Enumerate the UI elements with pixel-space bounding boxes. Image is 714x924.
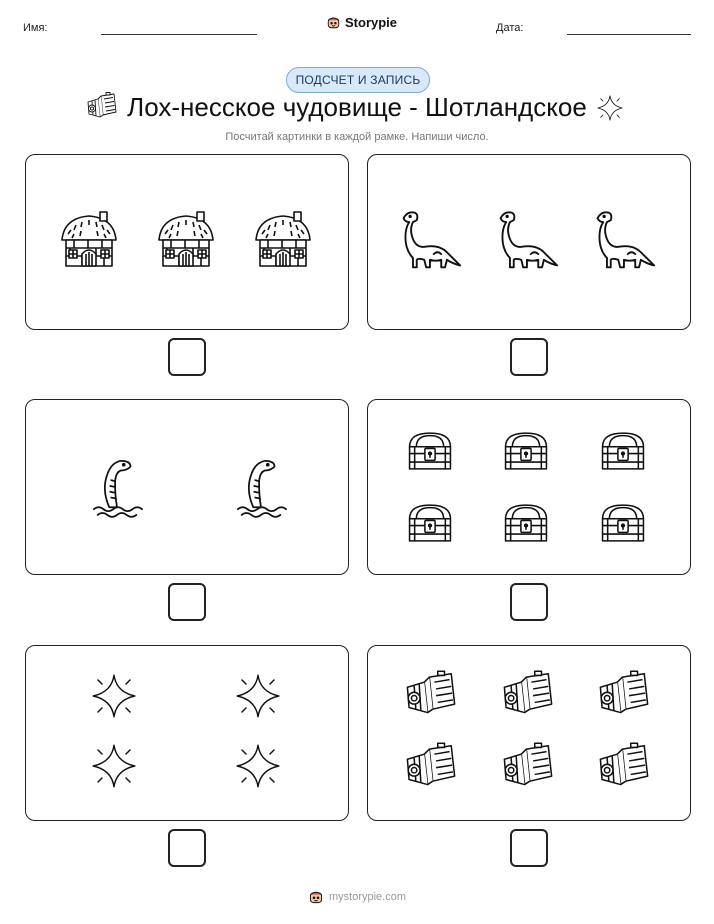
answer-box-sparkles[interactable] <box>168 829 206 867</box>
treasure-chest-icon <box>500 428 552 474</box>
sparkle-icon <box>90 742 138 790</box>
treasure-chest-icon <box>597 500 649 546</box>
dinosaur-icon <box>396 206 462 274</box>
sparkle-icon <box>596 94 624 122</box>
vintage-camera-icon <box>501 670 555 718</box>
answer-box-cottages[interactable] <box>168 338 206 376</box>
treasure-chest-icon <box>404 500 456 546</box>
answer-box-chests[interactable] <box>510 583 548 621</box>
counting-panel-sparkles <box>25 645 349 821</box>
date-label: Дата: <box>496 22 524 34</box>
vintage-camera-icon <box>404 670 458 718</box>
loch-ness-monster-icon <box>88 450 146 520</box>
answer-box-dinosaurs[interactable] <box>510 338 548 376</box>
brand-name: Storypie <box>345 15 398 30</box>
brand-logo <box>326 15 397 30</box>
vintage-camera-icon <box>404 742 458 790</box>
counting-panel-nessie <box>25 399 349 575</box>
name-label: Имя: <box>23 22 48 34</box>
storypie-logo-icon <box>308 889 324 905</box>
footer-site[interactable]: mystorypie.com <box>328 891 407 903</box>
category-badge: ПОДСЧЕТ И ЗАПИСЬ <box>286 67 430 93</box>
treasure-chest-icon <box>500 500 552 546</box>
dinosaur-icon <box>590 206 656 274</box>
loch-ness-monster-icon <box>232 450 290 520</box>
sparkle-icon <box>90 672 138 720</box>
answer-box-cameras[interactable] <box>510 829 548 867</box>
date-line[interactable] <box>567 34 691 35</box>
counting-panel-chests <box>367 399 691 575</box>
name-line[interactable] <box>101 34 257 35</box>
instructions: Посчитай картинки в каждой рамке. Напиши число. <box>225 131 489 143</box>
page-title: Лох-несское чудовище - Шотландское <box>127 92 587 122</box>
cottage-icon <box>248 210 318 270</box>
treasure-chest-icon <box>597 428 649 474</box>
footer <box>0 889 714 905</box>
sparkle-icon <box>234 742 282 790</box>
vintage-camera-icon <box>597 670 651 718</box>
cottage-icon <box>54 210 124 270</box>
dinosaur-icon <box>493 206 559 274</box>
cottage-icon <box>151 210 221 270</box>
vintage-camera-icon <box>597 742 651 790</box>
storypie-logo-icon <box>326 15 341 30</box>
vintage-camera-icon <box>501 742 555 790</box>
treasure-chest-icon <box>404 428 456 474</box>
answer-box-nessie[interactable] <box>168 583 206 621</box>
sparkle-icon <box>234 672 282 720</box>
